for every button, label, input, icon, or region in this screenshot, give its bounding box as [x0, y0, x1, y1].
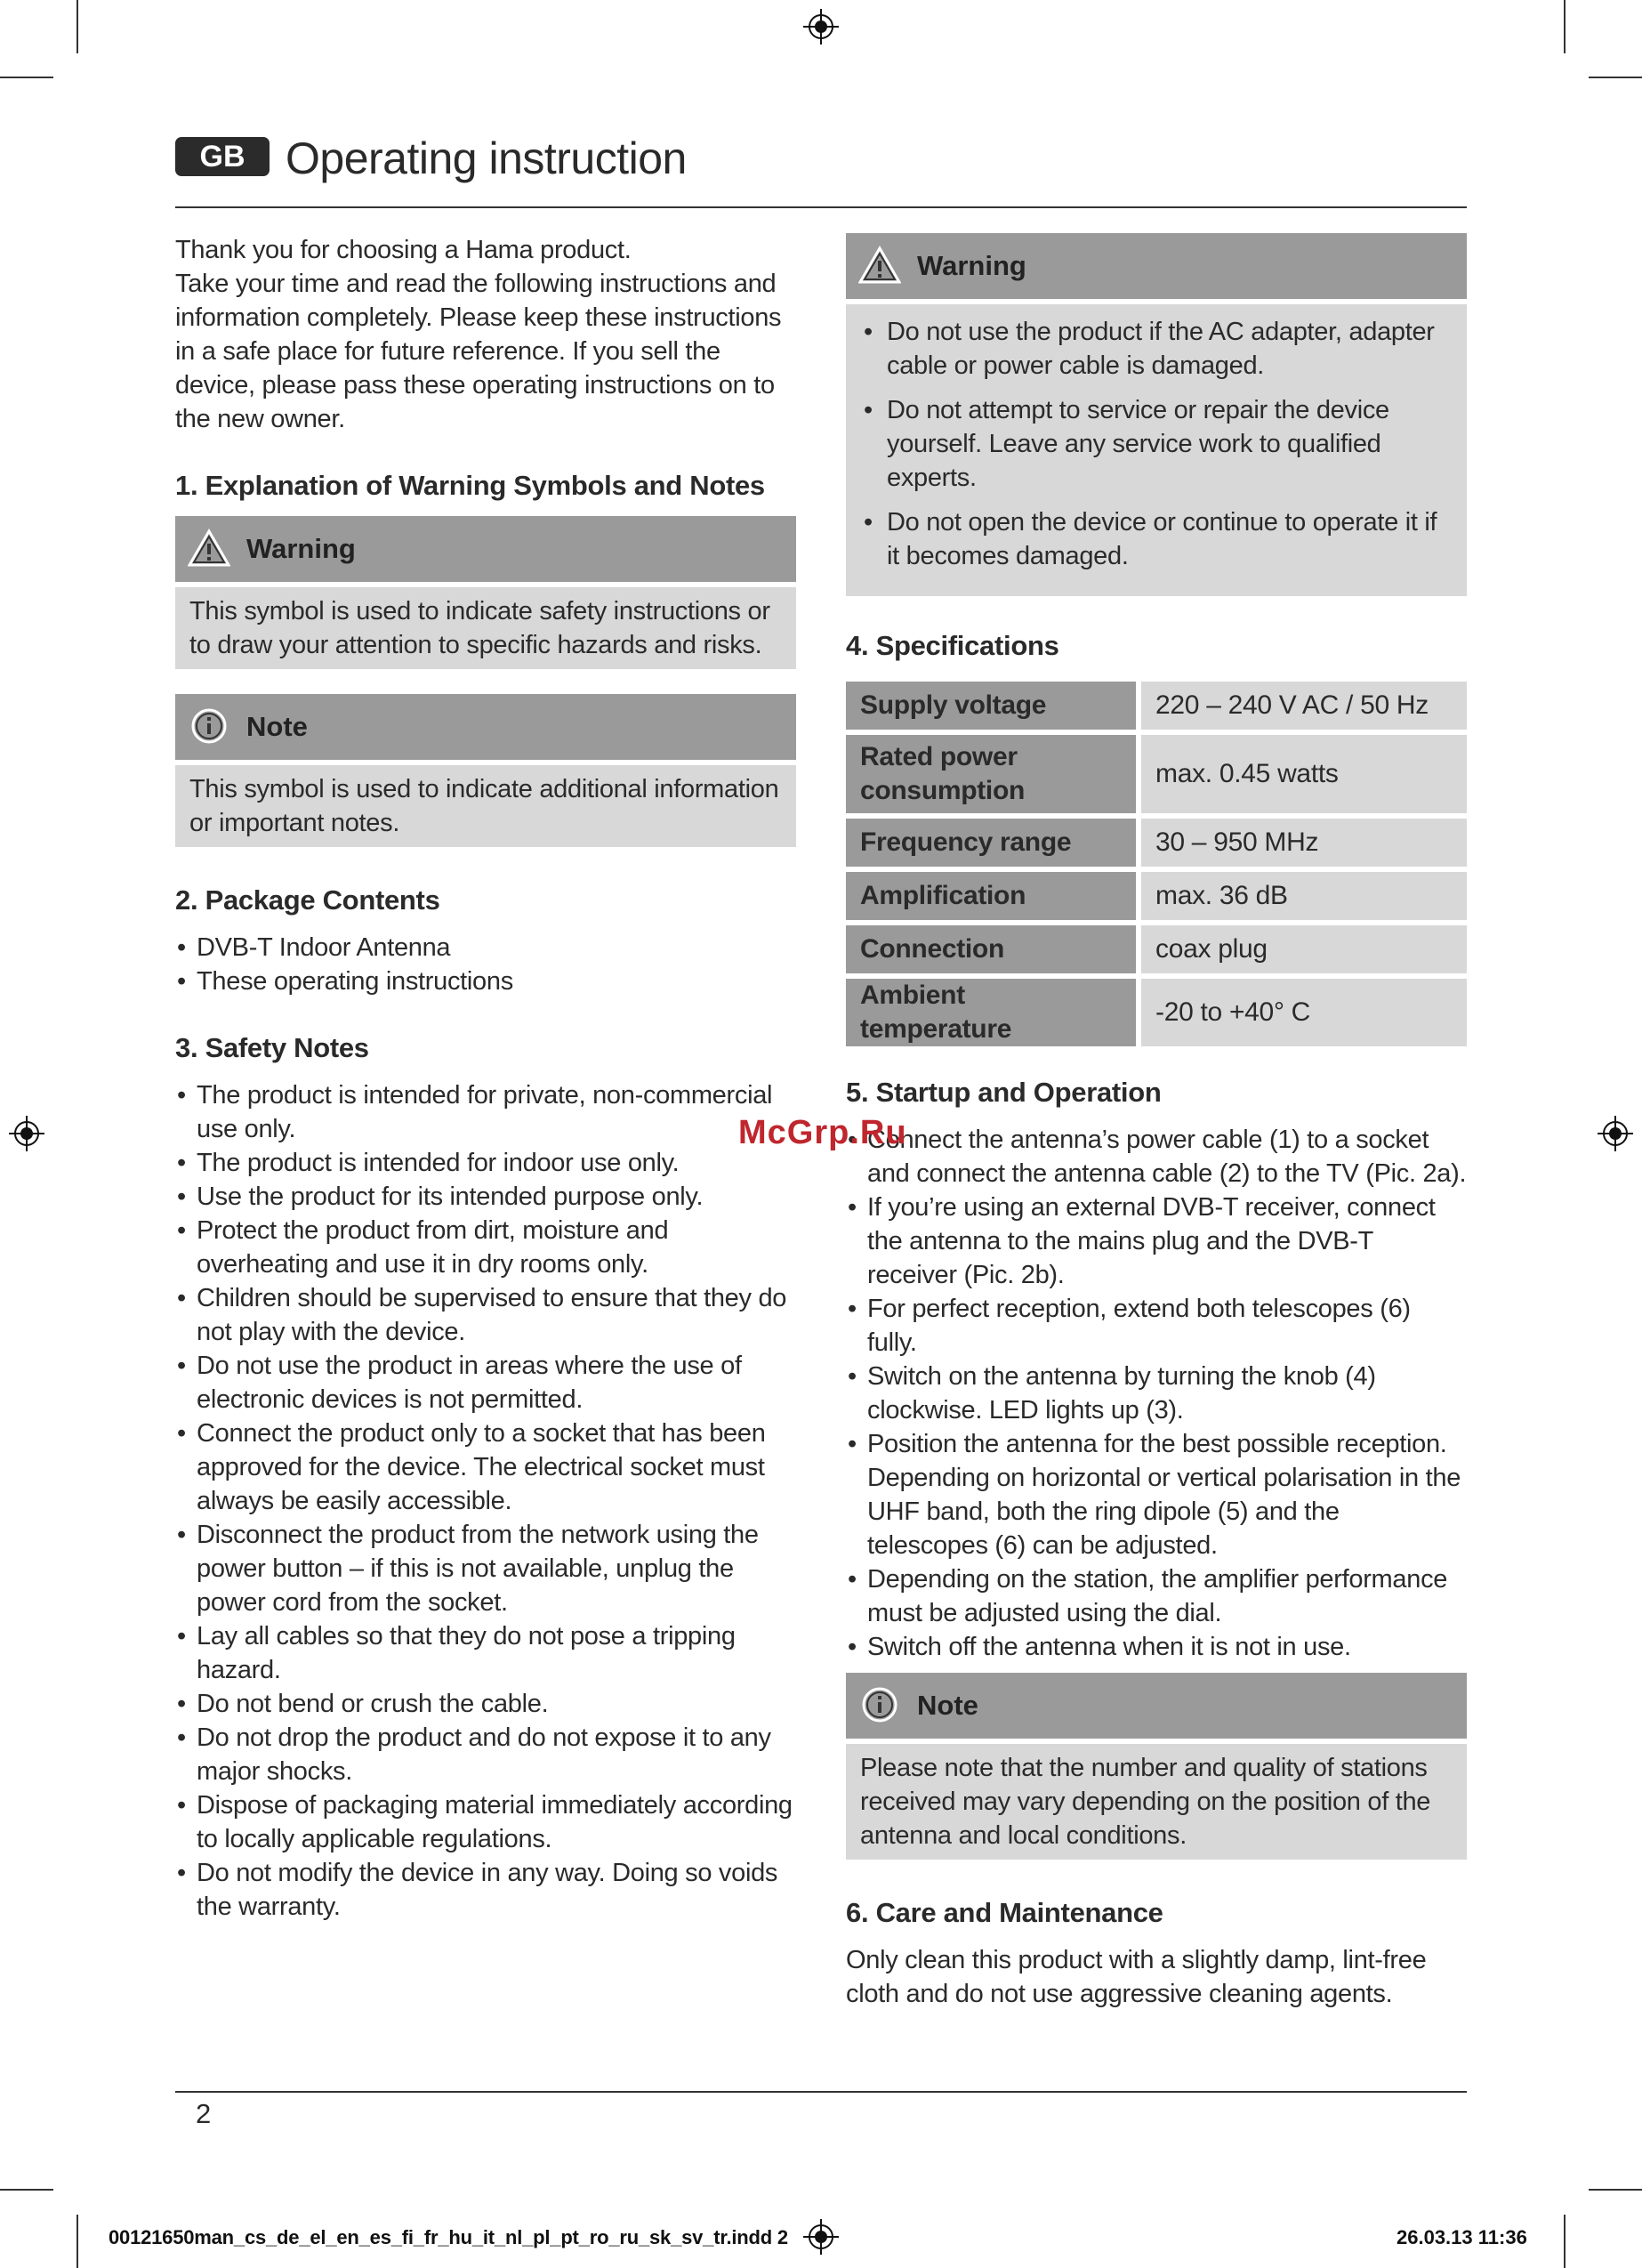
- date-slug: 26.03.13 11:36: [1397, 2226, 1527, 2248]
- list-item: • The product is intended for private, non-commercial use only.: [175, 1078, 796, 1146]
- left-column: [175, 233, 796, 1924]
- list-item: • Do not use the product if the AC adapter, adapter cable or power cable is damaged.: [860, 315, 1453, 383]
- registration-mark-icon: [9, 1116, 44, 1151]
- crop-mark: [0, 77, 53, 78]
- spec-value: coax plug: [1141, 925, 1467, 973]
- spec-value: max. 36 dB: [1141, 872, 1467, 920]
- list-item: • Do not drop the product and do not expose it to any major shocks.: [175, 1721, 796, 1788]
- warning-list: [860, 311, 1453, 589]
- section-heading: 3. Safety Notes: [175, 1032, 369, 1063]
- watermark: McGrp.Ru: [738, 1114, 907, 1151]
- warning-body: [846, 304, 1467, 596]
- list-item: • Connect the antenna’s power cable (1) to a socket and connect the antenna cable (2) to the TV (Pic. 2a).: [846, 1123, 1467, 1190]
- table-row: [846, 925, 1467, 973]
- warning-triangle-icon: [858, 246, 901, 285]
- warning-body: [175, 587, 796, 669]
- crop-mark: [1589, 2189, 1642, 2191]
- care-text: Only clean this product with a slightly damp, lint-free cloth and do not use aggressive cleaning agents.: [846, 1946, 1427, 2008]
- note-box: [175, 694, 796, 847]
- intro: [175, 233, 796, 436]
- warning-text: This symbol is used to indicate safety instructions or to draw your attention to specific hazards and risks.: [189, 597, 770, 659]
- list-item: • Position the antenna for the best possible reception. Depending on horizontal or vertical polarisation in the UHF band, both the ring dipole (5) and the telescopes (6) can be adjusted.: [846, 1427, 1467, 1562]
- info-icon: [188, 706, 230, 746]
- list-item: • Dispose of packaging material immediately according to locally applicable regulations.: [175, 1788, 796, 1856]
- list-item: • Lay all cables so that they do not pose a tripping hazard.: [175, 1619, 796, 1687]
- spec-value: max. 0.45 watts: [1141, 735, 1467, 813]
- list-item: • Do not use the product in areas where the use of electronic devices is not permitted.: [175, 1349, 796, 1416]
- intro-line: Thank you for choosing a Hama product.: [175, 236, 632, 264]
- list-item: • Switch off the antenna when it is not in use.: [846, 1630, 1467, 1664]
- crop-mark: [76, 0, 78, 53]
- list-item: • These operating instructions: [175, 965, 796, 998]
- footer-divider: [175, 2091, 1467, 2093]
- list-item: • Depending on the station, the amplifier performance must be adjusted using the dial.: [846, 1562, 1467, 1630]
- page-header: [175, 133, 1467, 208]
- note-text: Please note that the number and quality of stations received may vary depending on the position of the antenna and local conditions.: [860, 1754, 1431, 1850]
- specifications-table: [846, 676, 1467, 1052]
- list-item: • The product is intended for indoor use only.: [175, 1146, 796, 1180]
- note-body: [846, 1744, 1467, 1860]
- spec-value: -20 to +40° C: [1141, 979, 1467, 1046]
- language-badge: GB: [175, 137, 270, 176]
- note-body: [175, 765, 796, 847]
- warning-box: [175, 516, 796, 669]
- list-item: • For perfect reception, extend both telescopes (6) fully.: [846, 1292, 1467, 1360]
- section-heading: 5. Startup and Operation: [846, 1077, 1162, 1108]
- registration-mark-icon: [803, 2219, 839, 2255]
- startup-list: [846, 1123, 1467, 1664]
- section-heading: 2. Package Contents: [175, 884, 440, 916]
- file-slug: 00121650man_cs_de_el_en_es_fi_fr_hu_it_nl_pl_pt_ro_ru_sk_sv_tr.indd 2: [109, 2226, 788, 2248]
- package-contents-list: [175, 931, 796, 998]
- safety-notes-list: [175, 1078, 796, 1924]
- note-text: This symbol is used to indicate additional information or important notes.: [189, 775, 779, 837]
- spec-key: Ambient temperature: [846, 979, 1141, 1046]
- section-heading: 6. Care and Maintenance: [846, 1897, 1163, 1928]
- list-item: • Do not attempt to service or repair the device yourself. Leave any service work to qualified experts.: [860, 393, 1453, 495]
- list-item: • Protect the product from dirt, moisture and overheating and use it in dry rooms only.: [175, 1214, 796, 1281]
- list-item: • Do not open the device or continue to operate it if it becomes damaged.: [860, 505, 1453, 573]
- list-item: • Do not modify the device in any way. Doing so voids the warranty.: [175, 1856, 796, 1924]
- warning-label: Warning: [246, 533, 356, 564]
- spec-key: Rated power consumption: [846, 735, 1141, 813]
- spec-key: Supply voltage: [846, 682, 1141, 730]
- registration-mark-icon: [1598, 1116, 1633, 1151]
- section-heading: 4. Specifications: [846, 630, 1059, 661]
- list-item: • Use the product for its intended purpose only.: [175, 1180, 796, 1214]
- warning-triangle-icon: [188, 529, 230, 568]
- crop-mark: [76, 2215, 78, 2268]
- table-row: [846, 819, 1467, 867]
- crop-mark: [1564, 0, 1566, 53]
- list-item: • If you’re using an external DVB-T receiver, connect the antenna to the mains plug and the DVB-T receiver (Pic. 2b).: [846, 1190, 1467, 1292]
- warning-header: [175, 516, 796, 582]
- spec-key: Amplification: [846, 872, 1141, 920]
- note-header: [175, 694, 796, 760]
- table-row: [846, 979, 1467, 1046]
- page-title: Operating instruction: [286, 133, 687, 183]
- table-row: [846, 735, 1467, 813]
- note-label: Note: [246, 711, 308, 742]
- crop-mark: [1589, 77, 1642, 78]
- list-item: • Switch on the antenna by turning the knob (4) clockwise. LED lights up (3).: [846, 1360, 1467, 1427]
- spec-key: Connection: [846, 925, 1141, 973]
- crop-mark: [0, 2189, 53, 2191]
- page-number: 2: [196, 2098, 212, 2129]
- list-item: • Children should be supervised to ensure that they do not play with the device.: [175, 1281, 796, 1349]
- spec-key: Frequency range: [846, 819, 1141, 867]
- info-icon: [858, 1685, 901, 1724]
- list-item: • DVB-T Indoor Antenna: [175, 931, 796, 965]
- note-label: Note: [917, 1690, 978, 1721]
- intro-text: Take your time and read the following instructions and information completely. Please keep these instructions in a safe place for future reference. If you sell the device, please pass these operating instructions on to the new owner.: [175, 270, 782, 433]
- note-box: [846, 1673, 1467, 1860]
- section-heading: 1. Explanation of Warning Symbols and Notes: [175, 470, 765, 501]
- table-row: [846, 682, 1467, 730]
- list-item: • Do not bend or crush the cable.: [175, 1687, 796, 1721]
- spec-value: 30 – 950 MHz: [1141, 819, 1467, 867]
- crop-mark: [1564, 2215, 1566, 2268]
- right-column: [846, 233, 1467, 2011]
- list-item: • Disconnect the product from the network using the power button – if this is not available, unplug the power cord from the socket.: [175, 1518, 796, 1619]
- warning-header: [846, 233, 1467, 299]
- warning-box: [846, 233, 1467, 596]
- list-item: • Connect the product only to a socket that has been approved for the device. The electrical socket must always be easily accessible.: [175, 1416, 796, 1518]
- warning-label: Warning: [917, 250, 1026, 281]
- table-row: [846, 872, 1467, 920]
- spec-value: 220 – 240 V AC / 50 Hz: [1141, 682, 1467, 730]
- registration-mark-icon: [803, 9, 839, 44]
- note-header: [846, 1673, 1467, 1739]
